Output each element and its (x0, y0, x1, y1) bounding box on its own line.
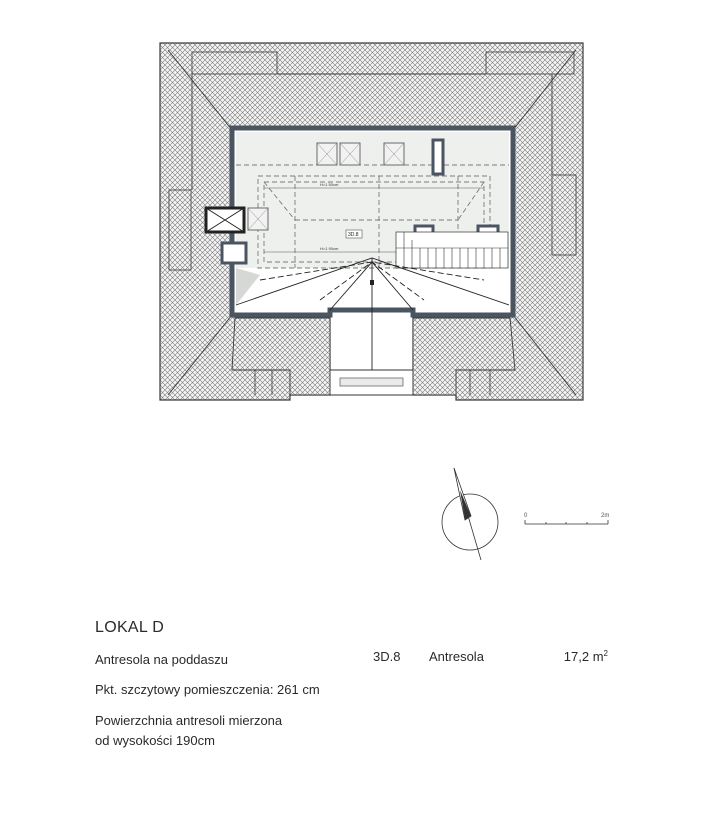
scale-label-end: 2m (601, 513, 610, 519)
dim-label-top: H=1 50cm (320, 182, 339, 187)
roof-notch-right (552, 175, 576, 255)
unit-title: LOKAL D (95, 619, 165, 636)
roof-notch-top-right (486, 52, 574, 74)
room-area-value: 17,2 m (563, 649, 604, 664)
area-note-line2: od wysokości 190cm (95, 733, 215, 748)
dim-label-bottom: H=1 90cm (320, 246, 339, 251)
area-note-line1: Powierzchnia antresoli mierzona (95, 713, 283, 728)
scale-label-start: 0 (524, 513, 528, 519)
vent-slot (433, 140, 443, 174)
room-label: 3D.8 (348, 232, 359, 238)
dormer-window (340, 378, 403, 386)
north-arrow-icon (430, 460, 510, 570)
mezzanine-floor-main (258, 176, 398, 268)
peak-height-text: Pkt. szczytowy pomieszczenia: 261 cm (95, 682, 320, 697)
room-code: 3D.8 (373, 649, 401, 664)
room-name: Antresola (429, 649, 484, 664)
chimney-small-left (222, 243, 246, 263)
room-area (564, 649, 608, 664)
unit-subtitle: Antresola na poddaszu (95, 652, 228, 667)
ridge-marker (370, 280, 374, 285)
area-note (95, 711, 282, 751)
roof-notch-top-left (192, 52, 277, 74)
roof-notch-left (169, 190, 191, 270)
room-area-unit-sup: 2 (603, 649, 608, 658)
